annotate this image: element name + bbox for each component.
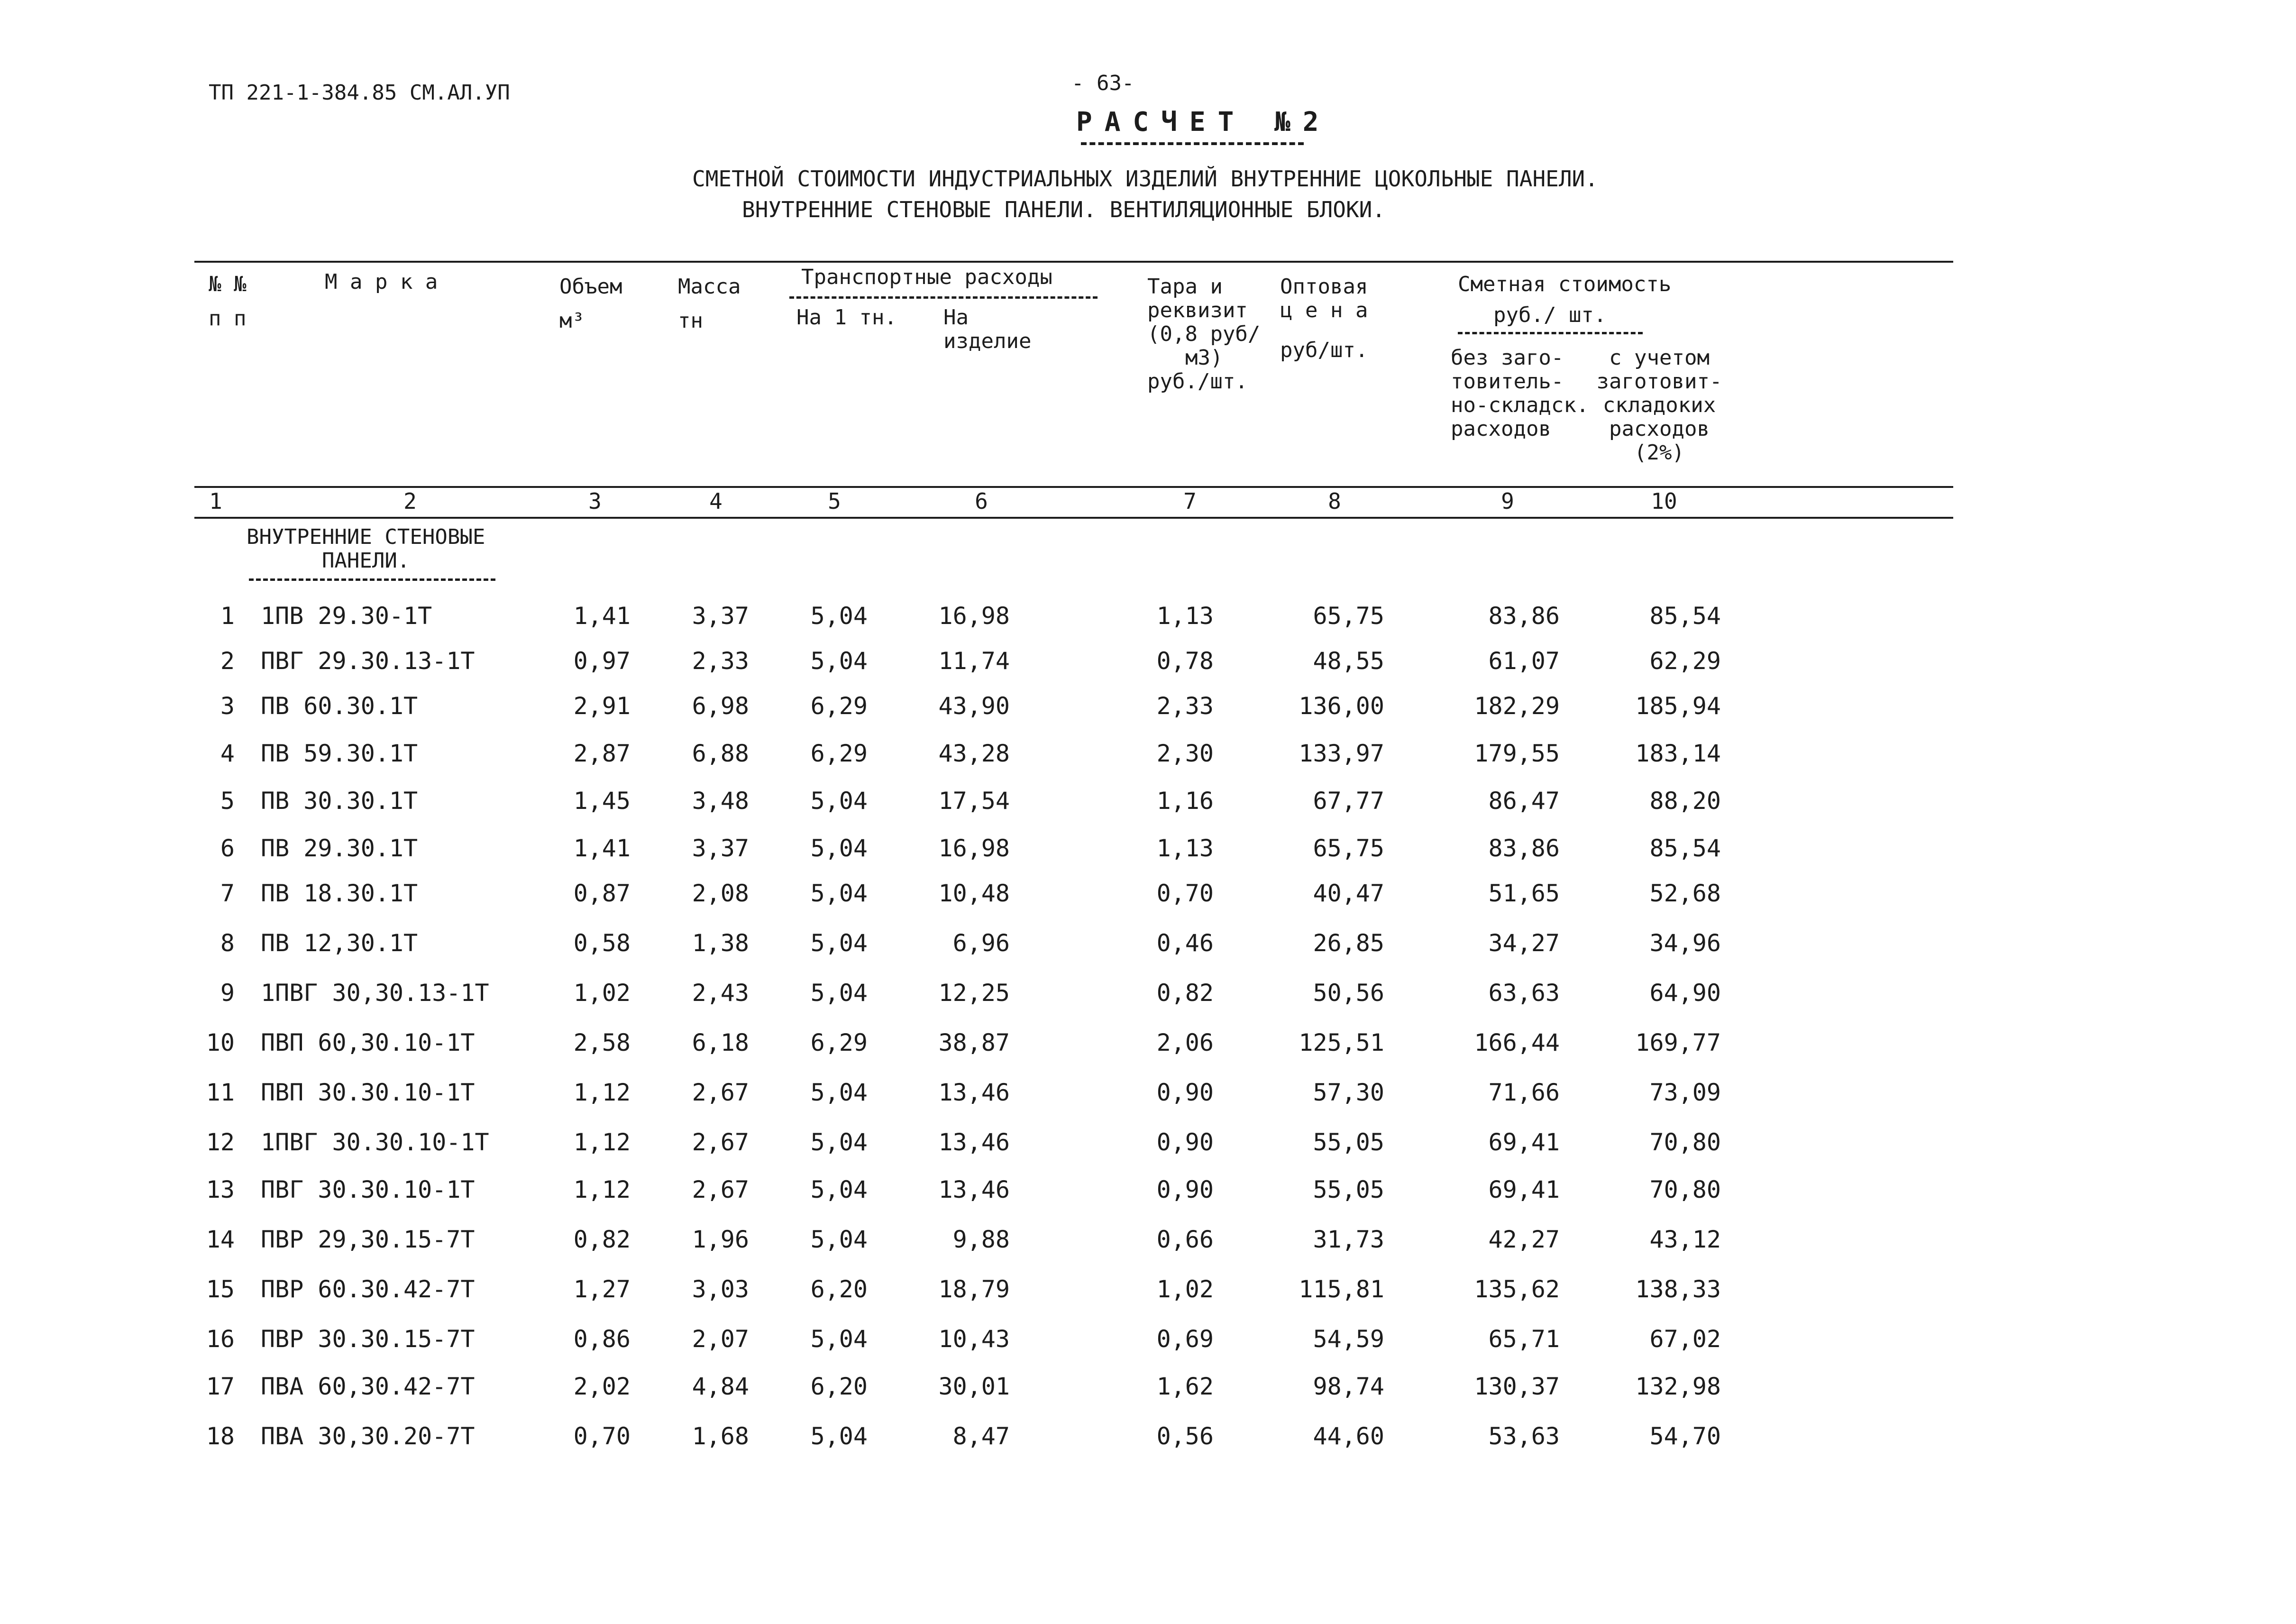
transport-per-ton: 6,20 <box>810 1373 868 1400</box>
wholesale-price: 65,75 <box>1313 835 1384 862</box>
transport-per-ton: 5,04 <box>810 787 868 815</box>
transport-per-item: 16,98 <box>938 835 1010 862</box>
mass-value: 1,96 <box>692 1226 749 1253</box>
transport-per-ton: 5,04 <box>810 835 868 862</box>
mass-value: 6,98 <box>692 692 749 720</box>
volume-value: 0,87 <box>573 880 631 907</box>
tare-value: 0,78 <box>1156 647 1214 675</box>
transport-per-item: 10,48 <box>938 880 1010 907</box>
estimate-with: 169,77 <box>1635 1029 1721 1056</box>
product-mark: ПВГ 30.30.10-1Т <box>261 1176 475 1203</box>
estimate-with: 88,20 <box>1649 787 1721 815</box>
product-mark: ПВ 12,30.1Т <box>261 929 418 957</box>
tare-value: 0,90 <box>1156 1176 1214 1203</box>
row-number: 15 <box>206 1275 235 1303</box>
transport-per-item: 13,46 <box>938 1129 1010 1156</box>
transport-per-ton: 6,29 <box>810 740 868 767</box>
estimate-with: 132,98 <box>1635 1373 1721 1400</box>
wholesale-price: 57,30 <box>1313 1079 1384 1106</box>
tare-value: 1,02 <box>1156 1275 1214 1303</box>
volume-value: 0,70 <box>573 1422 631 1450</box>
page-title: РАСЧЕТ №2 <box>1076 107 1331 138</box>
mass-value: 2,67 <box>692 1129 749 1156</box>
estimate-with: 62,29 <box>1649 647 1721 675</box>
product-mark: ПВ 60.30.1Т <box>261 692 418 720</box>
estimate-without: 65,71 <box>1488 1325 1560 1353</box>
estimate-with: 54,70 <box>1649 1422 1721 1450</box>
transport-per-ton: 5,04 <box>810 929 868 957</box>
wholesale-price: 48,55 <box>1313 647 1384 675</box>
transport-per-item: 17,54 <box>938 787 1010 815</box>
estimate-without: 61,07 <box>1488 647 1560 675</box>
volume-value: 2,58 <box>573 1029 631 1056</box>
row-number: 4 <box>220 740 235 767</box>
column-number: 6 <box>975 488 988 514</box>
wholesale-price: 54,59 <box>1313 1325 1384 1353</box>
mass-value: 1,38 <box>692 929 749 957</box>
volume-value: 0,58 <box>573 929 631 957</box>
transport-per-item: 43,90 <box>938 692 1010 720</box>
document-code: ТП 221-1-384.85 СМ.АЛ.УП <box>209 81 510 105</box>
column-number-top-rule <box>194 486 1953 488</box>
section-heading: ВНУТРЕННИЕ СТЕНОВЫЕ ПАНЕЛИ. <box>247 525 485 573</box>
transport-per-item: 8,47 <box>952 1422 1010 1450</box>
mass-value: 2,67 <box>692 1176 749 1203</box>
row-number: 10 <box>206 1029 235 1056</box>
transport-per-ton: 5,04 <box>810 602 868 630</box>
product-mark: ПВР 30.30.15-7Т <box>261 1325 475 1353</box>
volume-value: 1,12 <box>573 1079 631 1106</box>
header-per-ton: На 1 тн. <box>796 305 897 330</box>
wholesale-price: 115,81 <box>1299 1275 1384 1303</box>
product-mark: ПВА 60,30.42-7Т <box>261 1373 475 1400</box>
wholesale-price: 136,00 <box>1299 692 1384 720</box>
row-number: 16 <box>206 1325 235 1353</box>
wholesale-price: 65,75 <box>1313 602 1384 630</box>
column-number: 2 <box>403 488 417 514</box>
volume-value: 1,12 <box>573 1176 631 1203</box>
column-number: 8 <box>1328 488 1341 514</box>
section-underline <box>249 578 495 581</box>
estimate-without: 182,29 <box>1474 692 1560 720</box>
estimate-without: 83,86 <box>1488 835 1560 862</box>
tare-value: 1,13 <box>1156 835 1214 862</box>
row-number: 3 <box>220 692 235 720</box>
transport-per-ton: 5,04 <box>810 1079 868 1106</box>
transport-per-item: 9,88 <box>952 1226 1010 1253</box>
wholesale-price: 40,47 <box>1313 880 1384 907</box>
volume-value: 1,12 <box>573 1129 631 1156</box>
tare-value: 0,46 <box>1156 929 1214 957</box>
volume-value: 2,02 <box>573 1373 631 1400</box>
row-number: 7 <box>220 880 235 907</box>
estimate-with: 70,80 <box>1649 1129 1721 1156</box>
estimate-with: 73,09 <box>1649 1079 1721 1106</box>
header-estimate-with: с учетом заготовит- складоких расходов (2%) <box>1596 346 1722 465</box>
column-number: 10 <box>1651 488 1677 514</box>
product-mark: ПВГ 29.30.13-1Т <box>261 647 475 675</box>
product-mark: ПВ 59.30.1Т <box>261 740 418 767</box>
header-mark: М а р к а <box>325 270 438 294</box>
tare-value: 0,90 <box>1156 1079 1214 1106</box>
header-estimate-without: без заго- товитель- но-складск. расходов <box>1451 346 1589 441</box>
estimate-with: 67,02 <box>1649 1325 1721 1353</box>
row-number: 18 <box>206 1422 235 1450</box>
volume-value: 1,02 <box>573 979 631 1007</box>
estimate-without: 86,47 <box>1488 787 1560 815</box>
header-transport: Транспортные расходы <box>801 265 1052 289</box>
subtitle-line-1: СМЕТНОЙ СТОИМОСТИ ИНДУСТРИАЛЬНЫХ ИЗДЕЛИЙ ВНУТРЕННИЕ ЦОКОЛЬНЫЕ ПАНЕЛИ. <box>692 166 1598 192</box>
subtitle-line-2: ВНУТРЕННИЕ СТЕНОВЫЕ ПАНЕЛИ. ВЕНТИЛЯЦИОННЫЕ БЛОКИ. <box>742 197 1386 222</box>
tare-value: 2,33 <box>1156 692 1214 720</box>
estimate-with: 85,54 <box>1649 602 1721 630</box>
estimate-without: 34,27 <box>1488 929 1560 957</box>
tare-value: 0,69 <box>1156 1325 1214 1353</box>
column-number: 9 <box>1501 488 1514 514</box>
estimate-underline <box>1458 332 1643 334</box>
row-number: 1 <box>220 602 235 630</box>
estimate-with: 43,12 <box>1649 1226 1721 1253</box>
tare-value: 0,56 <box>1156 1422 1214 1450</box>
mass-value: 3,03 <box>692 1275 749 1303</box>
estimate-with: 64,90 <box>1649 979 1721 1007</box>
volume-value: 1,27 <box>573 1275 631 1303</box>
row-number: 11 <box>206 1079 235 1106</box>
estimate-without: 179,55 <box>1474 740 1560 767</box>
estimate-without: 83,86 <box>1488 602 1560 630</box>
product-mark: ПВП 60,30.10-1Т <box>261 1029 475 1056</box>
product-mark: ПВ 29.30.1Т <box>261 835 418 862</box>
transport-per-ton: 5,04 <box>810 1176 868 1203</box>
wholesale-price: 50,56 <box>1313 979 1384 1007</box>
header-mass: Масса тн <box>678 275 741 333</box>
mass-value: 2,07 <box>692 1325 749 1353</box>
row-number: 5 <box>220 787 235 815</box>
mass-value: 2,08 <box>692 880 749 907</box>
estimate-without: 69,41 <box>1488 1176 1560 1203</box>
mass-value: 2,33 <box>692 647 749 675</box>
row-number: 9 <box>220 979 235 1007</box>
column-number: 3 <box>588 488 602 514</box>
header-estimate-unit: руб./ шт. <box>1493 303 1607 327</box>
estimate-without: 135,62 <box>1474 1275 1560 1303</box>
row-number: 17 <box>206 1373 235 1400</box>
transport-per-ton: 5,04 <box>810 979 868 1007</box>
wholesale-price: 44,60 <box>1313 1422 1384 1450</box>
volume-value: 2,91 <box>573 692 631 720</box>
product-mark: ПВР 60.30.42-7Т <box>261 1275 475 1303</box>
estimate-without: 69,41 <box>1488 1129 1560 1156</box>
wholesale-price: 125,51 <box>1299 1029 1384 1056</box>
row-number: 2 <box>220 647 235 675</box>
mass-value: 6,88 <box>692 740 749 767</box>
tare-value: 1,16 <box>1156 787 1214 815</box>
row-number: 8 <box>220 929 235 957</box>
transport-per-ton: 5,04 <box>810 880 868 907</box>
estimate-with: 52,68 <box>1649 880 1721 907</box>
product-mark: ПВР 29,30.15-7Т <box>261 1226 475 1253</box>
transport-per-item: 12,25 <box>938 979 1010 1007</box>
estimate-without: 53,63 <box>1488 1422 1560 1450</box>
tare-value: 2,06 <box>1156 1029 1214 1056</box>
header-tare: Тара и реквизит (0,8 руб/ м3) руб./шт. <box>1147 275 1261 394</box>
estimate-with: 183,14 <box>1635 740 1721 767</box>
volume-value: 0,97 <box>573 647 631 675</box>
product-mark: ПВА 30,30.20-7Т <box>261 1422 475 1450</box>
transport-per-item: 13,46 <box>938 1079 1010 1106</box>
transport-per-item: 13,46 <box>938 1176 1010 1203</box>
estimate-without: 130,37 <box>1474 1373 1560 1400</box>
product-mark: ПВ 30.30.1Т <box>261 787 418 815</box>
estimate-with: 70,80 <box>1649 1176 1721 1203</box>
column-number: 7 <box>1183 488 1197 514</box>
column-number-bottom-rule <box>194 517 1953 519</box>
volume-value: 1,45 <box>573 787 631 815</box>
transport-underline <box>789 296 1098 299</box>
header-per-item: На изделие <box>943 305 1032 353</box>
column-number: 5 <box>828 488 841 514</box>
page-number: - 63- <box>1071 71 1134 95</box>
transport-per-ton: 5,04 <box>810 1226 868 1253</box>
mass-value: 1,68 <box>692 1422 749 1450</box>
transport-per-item: 18,79 <box>938 1275 1010 1303</box>
transport-per-ton: 5,04 <box>810 1325 868 1353</box>
title-underline <box>1081 142 1304 145</box>
volume-value: 1,41 <box>573 835 631 862</box>
header-volume: Объем м³ <box>559 275 622 333</box>
estimate-with: 185,94 <box>1635 692 1721 720</box>
estimate-with: 85,54 <box>1649 835 1721 862</box>
tare-value: 1,62 <box>1156 1373 1214 1400</box>
mass-value: 6,18 <box>692 1029 749 1056</box>
estimate-with: 34,96 <box>1649 929 1721 957</box>
transport-per-item: 43,28 <box>938 740 1010 767</box>
estimate-without: 51,65 <box>1488 880 1560 907</box>
header-estimate: Сметная стоимость <box>1458 272 1672 296</box>
mass-value: 2,67 <box>692 1079 749 1106</box>
volume-value: 0,86 <box>573 1325 631 1353</box>
wholesale-price: 26,85 <box>1313 929 1384 957</box>
transport-per-item: 38,87 <box>938 1029 1010 1056</box>
row-number: 14 <box>206 1226 235 1253</box>
product-mark: 1ПВГ 30,30.13-1Т <box>261 979 489 1007</box>
estimate-with: 138,33 <box>1635 1275 1721 1303</box>
mass-value: 4,84 <box>692 1373 749 1400</box>
transport-per-ton: 5,04 <box>810 1422 868 1450</box>
transport-per-ton: 5,04 <box>810 1129 868 1156</box>
column-number: 4 <box>709 488 723 514</box>
tare-value: 0,70 <box>1156 880 1214 907</box>
estimate-without: 42,27 <box>1488 1226 1560 1253</box>
transport-per-item: 6,96 <box>952 929 1010 957</box>
tare-value: 2,30 <box>1156 740 1214 767</box>
tare-value: 0,90 <box>1156 1129 1214 1156</box>
header-num: № № п п <box>209 272 247 330</box>
table-top-rule <box>194 261 1953 263</box>
transport-per-ton: 6,29 <box>810 1029 868 1056</box>
transport-per-item: 16,98 <box>938 602 1010 630</box>
wholesale-price: 55,05 <box>1313 1176 1384 1203</box>
transport-per-item: 30,01 <box>938 1373 1010 1400</box>
volume-value: 1,41 <box>573 602 631 630</box>
wholesale-price: 55,05 <box>1313 1129 1384 1156</box>
estimate-without: 63,63 <box>1488 979 1560 1007</box>
volume-value: 2,87 <box>573 740 631 767</box>
mass-value: 3,37 <box>692 835 749 862</box>
wholesale-price: 31,73 <box>1313 1226 1384 1253</box>
transport-per-ton: 6,20 <box>810 1275 868 1303</box>
mass-value: 3,37 <box>692 602 749 630</box>
product-mark: 1ПВГ 30.30.10-1Т <box>261 1129 489 1156</box>
column-number: 1 <box>209 488 222 514</box>
header-wholesale: Оптовая ц е н а руб/шт. <box>1280 275 1368 362</box>
wholesale-price: 98,74 <box>1313 1373 1384 1400</box>
transport-per-item: 10,43 <box>938 1325 1010 1353</box>
wholesale-price: 67,77 <box>1313 787 1384 815</box>
mass-value: 2,43 <box>692 979 749 1007</box>
estimate-without: 166,44 <box>1474 1029 1560 1056</box>
transport-per-ton: 5,04 <box>810 647 868 675</box>
tare-value: 0,82 <box>1156 979 1214 1007</box>
transport-per-ton: 6,29 <box>810 692 868 720</box>
tare-value: 0,66 <box>1156 1226 1214 1253</box>
row-number: 6 <box>220 835 235 862</box>
volume-value: 0,82 <box>573 1226 631 1253</box>
product-mark: ПВ 18.30.1Т <box>261 880 418 907</box>
product-mark: 1ПВ 29.30-1Т <box>261 602 432 630</box>
mass-value: 3,48 <box>692 787 749 815</box>
wholesale-price: 133,97 <box>1299 740 1384 767</box>
row-number: 12 <box>206 1129 235 1156</box>
tare-value: 1,13 <box>1156 602 1214 630</box>
transport-per-item: 11,74 <box>938 647 1010 675</box>
product-mark: ПВП 30.30.10-1Т <box>261 1079 475 1106</box>
estimate-without: 71,66 <box>1488 1079 1560 1106</box>
row-number: 13 <box>206 1176 235 1203</box>
